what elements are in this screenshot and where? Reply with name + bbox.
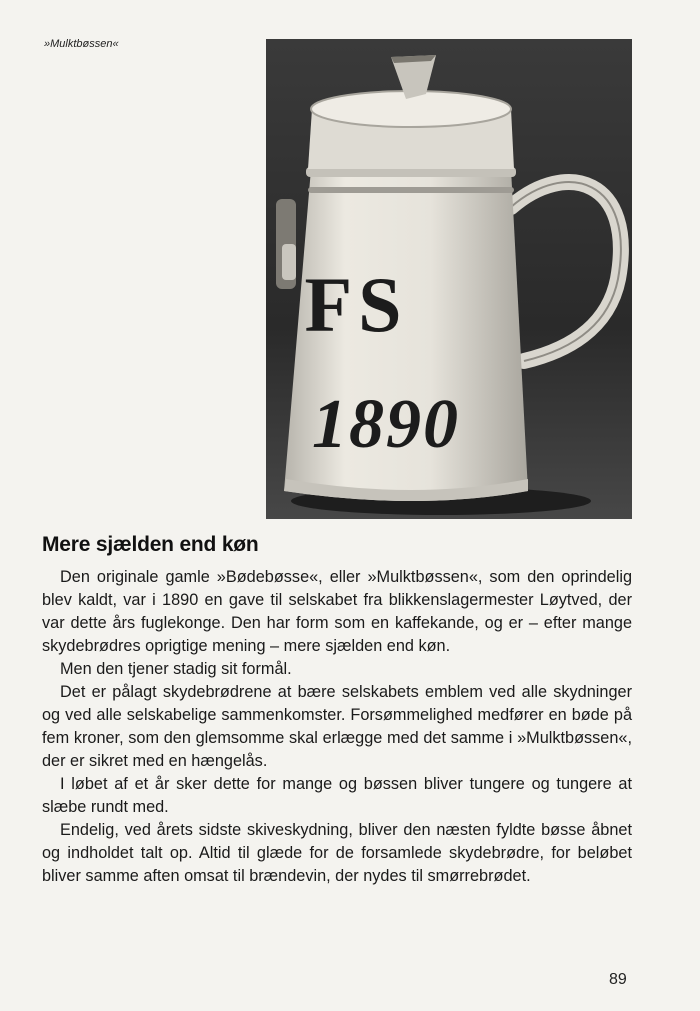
coffee-pot-illustration	[266, 39, 632, 519]
paragraph: Den originale gamle »Bødebøsse«, eller »Mulktbøssen«, som den oprindelig blev kaldt, var i 1890 en gave til selskabet fra blikkenslagermester Løytved, der var dette års fuglekonge. Den har form som en kaffekande, og er – efter mange skydebrødres oprigtige mening – mere sjælden end køn.	[42, 568, 632, 655]
paragraph: Endelig, ved årets sidste skiveskydning, bliver den næsten fyldte bøsse åbnet og indholdet talt op. Altid til glæde for de forsamlede skydebrødre, for beløbet bliver samme aften omsat til brændevin, der nydes til smørrebrødet.	[42, 821, 632, 885]
section-heading: Mere sjælden end køn	[42, 533, 259, 556]
pot-label-letters: FS	[304, 261, 408, 348]
paragraph: Men den tjener stadig sit formål.	[60, 660, 292, 678]
body-text	[42, 566, 632, 888]
photo-coffee-pot	[266, 39, 632, 519]
running-head: »Mulktbøssen«	[44, 38, 119, 50]
paragraph: Det er pålagt skydebrødrene at bære selskabets emblem ved alle skydninger og ved alle selskabelige sammenkomster. Forsømmelighed medfører en bøde på fem kroner, som den glemsomme skal erlægge med det samme i »Mulktbøssen«, der er sikret med en hængelås.	[42, 683, 632, 770]
pot-label-year: 1890	[312, 386, 460, 463]
paragraph: I løbet af et år sker dette for mange og bøssen bliver tungere og tungere at slæbe rundt med.	[42, 775, 632, 816]
page-number: 89	[609, 971, 627, 988]
